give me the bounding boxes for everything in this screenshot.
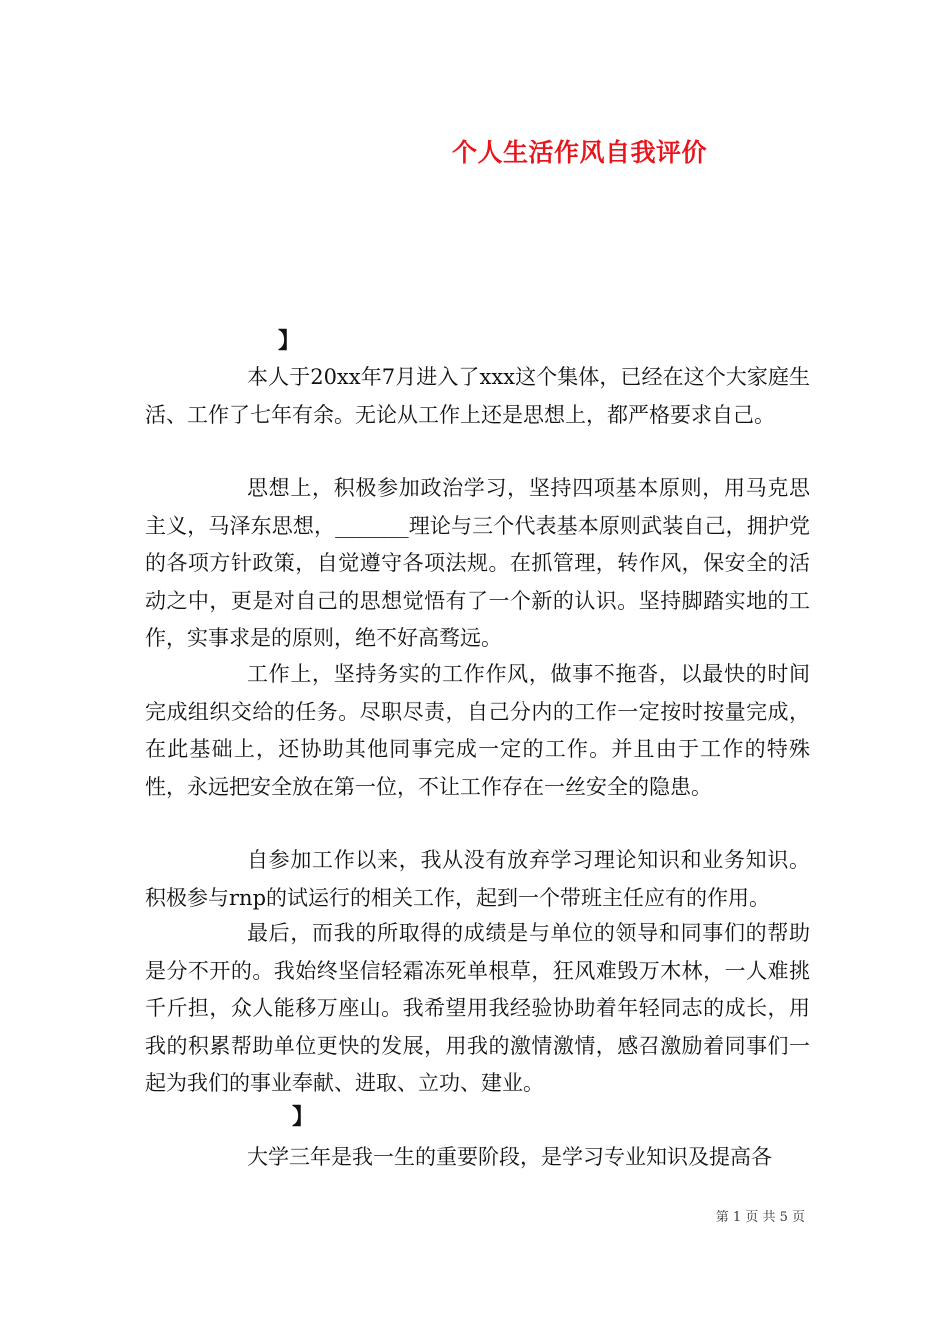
paragraph-intro: 本人于20xx年7月进入了xxx这个集体，已经在这个大家庭生活、工作了七年有余。无论从工作上还是思想上，都严格要求自己。 [145, 365, 810, 427]
page-number-footer: 第 1 页 共 5 页 [715, 1210, 805, 1225]
document-title: 个人生活作风自我评价 [452, 138, 708, 167]
paragraph-work: 工作上，坚持务实的工作作风，做事不拖沓，以最快的时间完成组织交给的任务。尽职尽责，自己分内的工作一定按时按量完成，在此基础上，还协助其他同事完成一定的工作。并且由于工作的特殊性，永远把安全放在第一位，不让工作存在一丝安全的隐患。 [145, 662, 810, 799]
bracket-mark: 】 [292, 1104, 315, 1130]
paragraph-thought: 思想上，积极参加政治学习，坚持四项基本原则，用马克思主义，马泽东思想，_______理论与三个代表基本原则武装自己，拥护党的各项方针政策，自觉遵守各项法规。在抓管理，转作风，保安全的活动之中，更是对自己的思想觉悟有了一个新的认识。坚持脚踏实地的工作，实事求是的原则，绝不好高骛远。 [145, 476, 810, 650]
bracket-mark: 】 [278, 328, 301, 354]
paragraph-university: 大学三年是我一生的重要阶段，是学习专业知识及提高各 [247, 1145, 772, 1169]
paragraph-conclusion: 最后，而我的所取得的成绩是与单位的领导和同事们的帮助是分不开的。我始终坚信轻霜冻死单根草，狂风难毁万木林，一人难挑千斤担，众人能移万座山。我希望用我经验协助着年轻同志的成长，用我的积累帮助单位更快的发展，用我的激情激情，感召激励着同事们一起为我们的事业奉献、进取、立功、建业。 [145, 921, 810, 1095]
paragraph-study: 自参加工作以来，我从没有放弃学习理论知识和业务知识。积极参与rnp的试运行的相关工作，起到一个带班主任应有的作用。 [145, 848, 810, 910]
